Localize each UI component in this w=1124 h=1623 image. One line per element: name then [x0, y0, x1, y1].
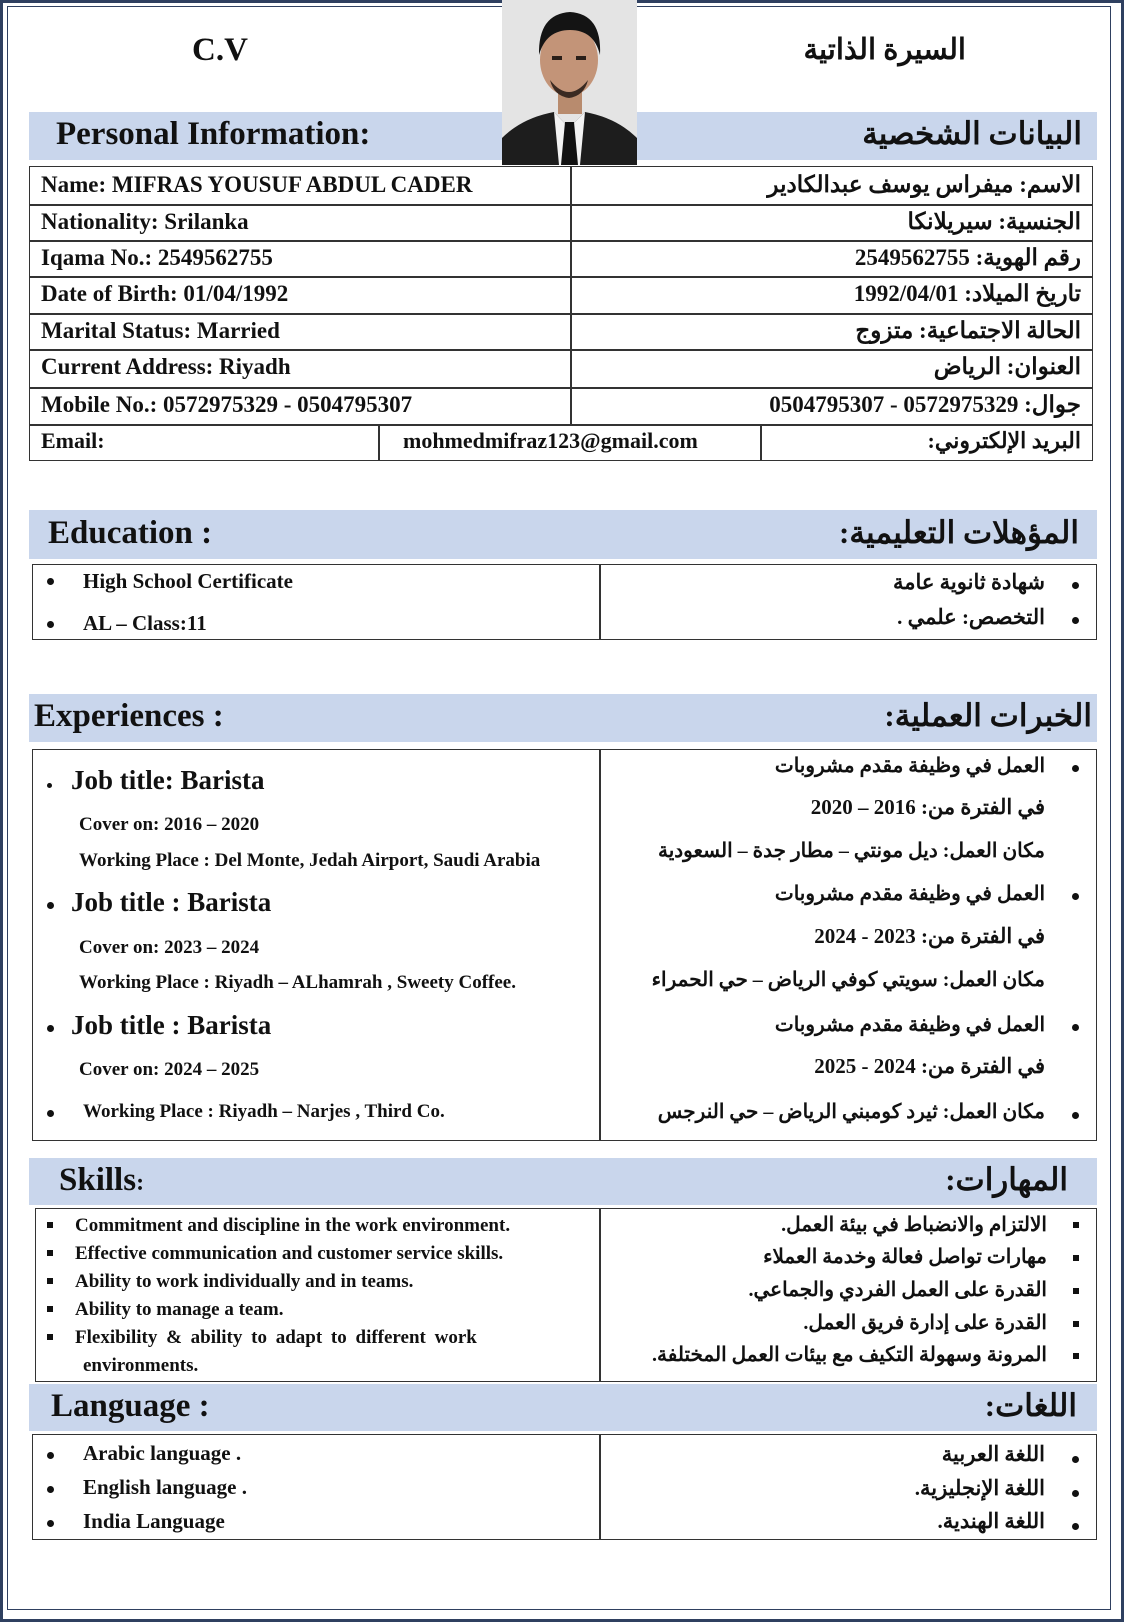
job-cover: Cover on: 2016 – 2020 — [79, 814, 260, 835]
experience-heading-band — [29, 694, 1097, 742]
job-period-ar: في الفترة من: 2024 - 2025 — [814, 1054, 1045, 1078]
education-heading-en: Education : — [48, 515, 213, 551]
skill-item-ar: القدرة على إدارة فريق العمل. — [803, 1312, 1047, 1334]
skill-item-ar: المرونة وسهولة التكيف مع بيئات العمل المختلفة. — [652, 1344, 1047, 1366]
language-item: India Language — [83, 1509, 225, 1533]
job-place: Working Place : Riyadh – Narjes , Third Co. — [83, 1101, 445, 1122]
job-title: Job title : Barista — [71, 1010, 272, 1040]
language-heading-ar: اللغات: — [984, 1388, 1077, 1423]
address-field-ar: العنوان: الرياض — [933, 354, 1081, 379]
job-place-ar: مكان العمل: سويتي كوفي الرياض – حي الحمراء — [651, 969, 1045, 991]
education-item-ar: التخصص: علمي . — [897, 605, 1045, 629]
skill-item-ar: مهارات تواصل فعالة وخدمة العملاء — [763, 1246, 1047, 1268]
language-item: English language . — [83, 1475, 247, 1499]
skill-item-continued: environments. — [83, 1355, 199, 1376]
job-period-ar: في الفترة من: 2016 – 2020 — [810, 795, 1045, 819]
education-item: High School Certificate — [83, 569, 293, 593]
job-title: Job title: Barista — [71, 765, 265, 795]
skill-item: Ability to work individually and in teams. — [75, 1271, 414, 1292]
language-item: Arabic language . — [83, 1441, 242, 1465]
education-item: AL – Class:11 — [83, 611, 207, 635]
skill-item: Ability to manage a team. — [75, 1299, 284, 1320]
mobile-field: Mobile No.: 0572975329 - 0504795307 — [41, 392, 413, 417]
address-field: Current Address: Riyadh — [41, 354, 291, 379]
job-period-ar: في الفترة من: 2023 - 2024 — [814, 924, 1045, 948]
language-heading-en: Language : — [51, 1388, 210, 1424]
personal-info-heading-ar: البيانات الشخصية — [862, 116, 1082, 151]
iqama-field: Iqama No.: 2549562755 — [41, 245, 273, 270]
nationality-field-ar: الجنسية: سيريلانكا — [907, 209, 1081, 234]
job-title: Job title : Barista — [71, 887, 272, 917]
skills-heading-en — [59, 1162, 144, 1199]
name-field-ar: الاسم: ميفراس يوسف عبدالكادير — [767, 172, 1081, 197]
language-item-ar: اللغة الهندية. — [937, 1509, 1045, 1533]
job-title-ar: العمل في وظيفة مقدم مشروبات — [774, 883, 1045, 905]
profile-photo — [502, 0, 637, 165]
dob-field: Date of Birth: 01/04/1992 — [41, 281, 289, 306]
arabic-cv-title: السيرة الذاتية — [803, 34, 966, 66]
email-label-ar: البريد الإلكتروني: — [927, 428, 1081, 453]
skill-item-ar: القدرة على العمل الفردي والجماعي. — [748, 1279, 1047, 1301]
job-place: Working Place : Del Monte, Jedah Airport, Saudi Arabia — [79, 850, 541, 871]
skills-heading-colon: : — [136, 1170, 145, 1196]
skill-item: Effective communication and customer service skills. — [75, 1243, 504, 1264]
iqama-field-ar: رقم الهوية: 2549562755 — [854, 245, 1081, 270]
skill-item: Flexibility & ability to adapt to different work — [75, 1327, 477, 1348]
experience-heading-ar: الخبرات العملية: — [884, 698, 1092, 733]
job-cover: Cover on: 2023 – 2024 — [79, 937, 260, 958]
language-heading-band — [29, 1384, 1097, 1431]
job-place-ar: مكان العمل: ديل مونتي – مطار جدة – السعودية — [657, 840, 1045, 862]
skills-heading-text: Skills — [59, 1162, 137, 1198]
email-label: Email: — [41, 428, 105, 453]
personal-info-heading-en: Personal Information: — [56, 116, 371, 152]
marital-field-ar: الحالة الاجتماعية: متزوج — [855, 318, 1081, 343]
nationality-field: Nationality: Srilanka — [41, 209, 249, 234]
skill-item-ar: الالتزام والانضباط في بيئة العمل. — [781, 1214, 1047, 1236]
mobile-field-ar: جوال: 0572975329 - 0504795307 — [769, 392, 1081, 417]
language-item-ar: اللغة الإنجليزية. — [914, 1476, 1045, 1500]
education-item-ar: شهادة ثانوية عامة — [892, 570, 1045, 594]
job-cover: Cover on: 2024 – 2025 — [79, 1059, 260, 1080]
person-photo-icon — [502, 0, 637, 165]
name-field: Name: MIFRAS YOUSUF ABDUL CADER — [41, 172, 473, 197]
dob-field-ar: تاريخ الميلاد: 1992/04/01 — [853, 281, 1081, 306]
skills-heading-ar: المهارات: — [945, 1162, 1068, 1197]
job-title-ar: العمل في وظيفة مقدم مشروبات — [774, 1014, 1045, 1036]
marital-field: Marital Status: Married — [41, 318, 280, 343]
skill-item: Commitment and discipline in the work environment. — [75, 1215, 511, 1236]
job-place: Working Place : Riyadh – ALhamrah , Sweety Coffee. — [79, 972, 516, 993]
experience-heading-en: Experiences : — [34, 698, 224, 734]
cv-title: C.V — [192, 32, 248, 68]
education-heading-band — [29, 510, 1097, 559]
email-value: mohmedmifraz123@gmail.com — [403, 428, 698, 453]
skills-heading-band — [29, 1158, 1097, 1205]
job-title-ar: العمل في وظيفة مقدم مشروبات — [774, 755, 1045, 777]
education-heading-ar: المؤهلات التعليمية: — [839, 515, 1079, 550]
job-place-ar: مكان العمل: ثيرد كومبني الرياض – حي النرجس — [657, 1101, 1045, 1123]
language-item-ar: اللغة العربية — [941, 1442, 1045, 1466]
